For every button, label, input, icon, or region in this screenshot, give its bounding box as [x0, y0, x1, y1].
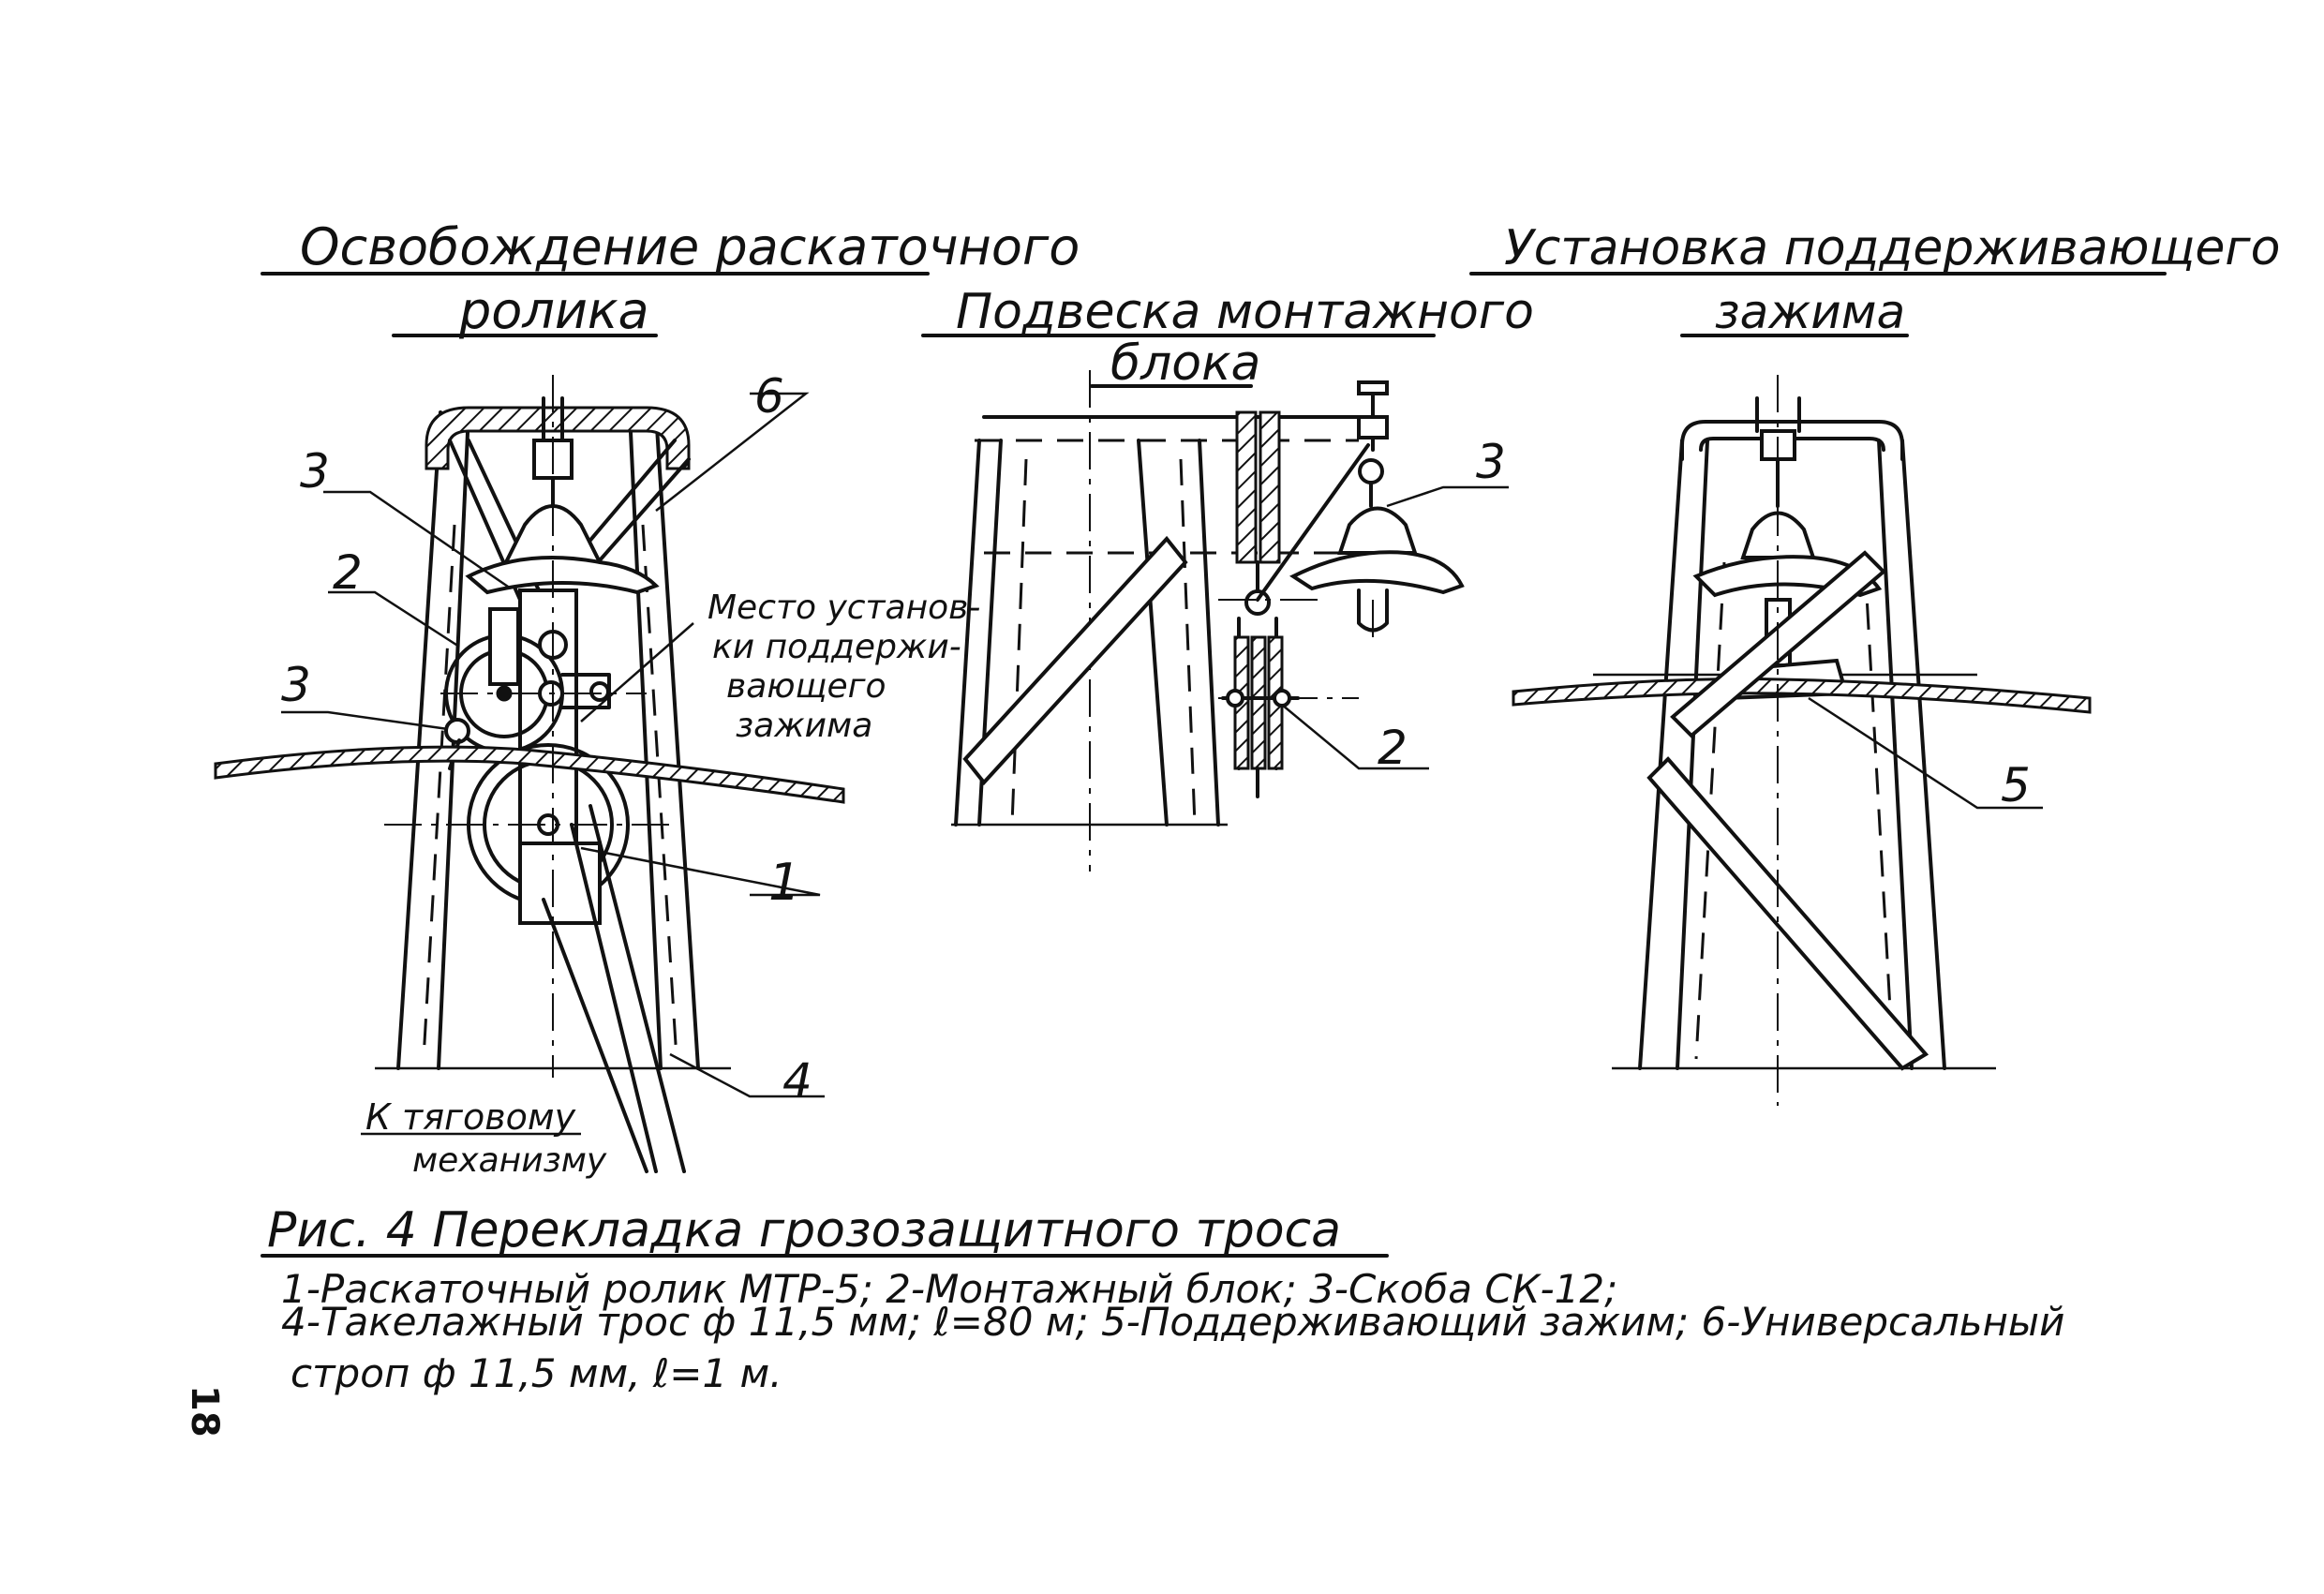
title-right-line1: Установка поддерживающего — [1504, 220, 2281, 276]
callout-3-upper: 3 — [300, 444, 330, 499]
note-mounting-line4: зажима — [736, 707, 873, 745]
page-number: 18 — [183, 1385, 226, 1438]
callout-3-lower: 3 — [281, 658, 311, 712]
figure-caption — [262, 1202, 2064, 1396]
note-mounting-line3: вающего — [726, 667, 886, 706]
caption-line1: 1-Раскаточный ролик МТР-5; 2-Монтажный блок; 3-Скоба СК-12; — [281, 1266, 1618, 1312]
title-center — [923, 284, 1534, 392]
title-right — [1471, 220, 2280, 339]
title-center-line1: Подвеска монтажного — [956, 284, 1534, 340]
callout-1: 1 — [768, 853, 801, 912]
title-left-line2: ролика — [459, 281, 649, 340]
caption-line2: 4-Такелажный трос ф 11,5 мм; ℓ=80 м; 5-Поддерживающий зажим; 6-Универсальный — [281, 1299, 2065, 1345]
note-mounting-place — [708, 588, 980, 745]
callout-2-center: 2 — [1378, 721, 1408, 775]
caption-title: Рис. 4 Перекладка грозозащитного троса — [267, 1202, 1342, 1259]
title-right-line2: зажима — [1715, 285, 1906, 339]
right-tower-drawing — [1513, 375, 2090, 1106]
callout-3-center: 3 — [1476, 435, 1506, 489]
title-center-line2: блока — [1110, 335, 1261, 392]
note-mounting-line1: Место установ- — [708, 588, 981, 627]
caption-line3: строп ф 11,5 мм, ℓ=1 м. — [290, 1350, 782, 1396]
note-to-traction — [365, 1096, 607, 1180]
note-traction-line2: механизму — [412, 1141, 607, 1180]
callout-4: 4 — [782, 1053, 812, 1108]
callout-2-left: 2 — [333, 545, 363, 600]
callout-6: 6 — [754, 369, 784, 424]
note-traction-line1: К тяговому — [365, 1096, 576, 1138]
center-tower-drawing — [951, 370, 1509, 871]
title-left-line1: Освобождение раскаточного — [300, 217, 1080, 276]
note-mounting-line2: ки поддержи- — [712, 628, 961, 666]
callout-5: 5 — [2001, 758, 2031, 812]
